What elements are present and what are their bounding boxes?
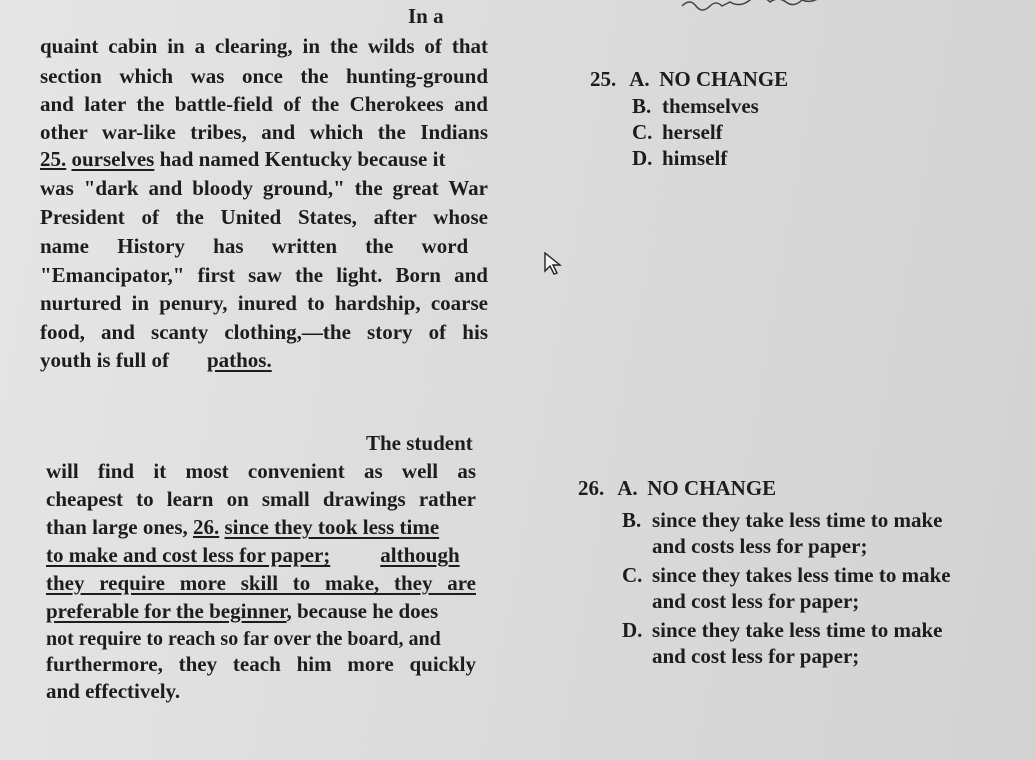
q26-option-a[interactable]: 26. A. NO CHANGE (578, 476, 777, 500)
passage-line: not require to reach so far over the board, and (46, 628, 441, 650)
passage-line: preferable for the beginner, because he does (46, 599, 439, 623)
question-number: 26. (578, 476, 605, 500)
passage-line: to make and cost less for paper; although (46, 543, 460, 567)
passage-line: youth is full of pathos. (40, 348, 272, 372)
question-number: 25. (590, 67, 617, 91)
q26-option-b-cont: and costs less for paper; (652, 534, 868, 558)
q26-option-c-cont: and cost less for paper; (652, 589, 860, 613)
question-marker-25: 25. (40, 147, 67, 171)
passage-line-26: than large ones, 26. since they took less time (46, 515, 440, 539)
passage-line-25: 25. ourselves had named Kentucky because it (40, 147, 446, 171)
passage-line: was "dark and bloody ground," the great War (40, 176, 488, 200)
question-marker-26: 26. (193, 515, 220, 539)
passage-line: section which was once the hunting-ground (40, 64, 488, 88)
passage-line: The student (366, 431, 473, 455)
mouse-pointer-icon (544, 252, 562, 276)
q26-option-d-cont: and cost less for paper; (652, 644, 860, 668)
q26-option-d[interactable]: D. since they take less time to make (622, 618, 943, 642)
q25-option-b[interactable]: B. themselves (632, 94, 759, 118)
passage-line: furthermore, they teach him more quickly (46, 652, 476, 676)
passage-line: In a (408, 4, 444, 28)
passage-line: food, and scanty clothing,—the story of his (40, 320, 488, 344)
passage-line: and later the battle-field of the Cherokees and (40, 92, 488, 116)
q25-option-a[interactable]: 25. A. NO CHANGE (590, 67, 789, 91)
q25-option-c[interactable]: C. herself (632, 120, 723, 144)
passage-line: "Emancipator," first saw the light. Born and (40, 263, 488, 287)
passage-line: and effectively. (46, 679, 181, 703)
passage-line: President of the United States, after whose (40, 205, 488, 229)
q25-option-d[interactable]: D. himself (632, 146, 728, 170)
q26-option-c[interactable]: C. since they takes less time to make (622, 563, 951, 587)
handwritten-scrawl (680, 0, 880, 12)
passage-line: name History has written the word (40, 234, 469, 258)
passage-line: other war-like tribes, and which the Indians (40, 120, 488, 144)
q26-option-b[interactable]: B. since they take less time to make (622, 508, 943, 532)
underlined-word-pathos: pathos. (206, 348, 272, 372)
passage-line: nurtured in penury, inured to hardship, coarse (40, 291, 488, 315)
underlined-phrase-26: since they took less time (224, 515, 440, 539)
passage-line: will find it most convenient as well as (46, 459, 476, 483)
passage-line: they require more skill to make, they are (46, 571, 476, 595)
passage-line: quaint cabin in a clearing, in the wilds of that (40, 34, 488, 58)
underlined-phrase-25: ourselves (71, 147, 155, 171)
passage-line: cheapest to learn on small drawings rather (46, 487, 476, 511)
